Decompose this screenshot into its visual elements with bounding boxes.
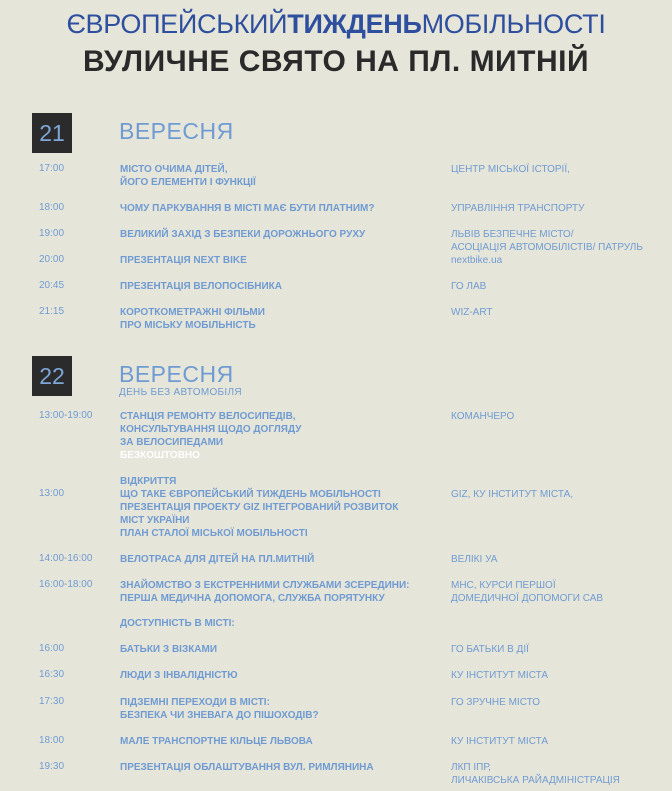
organizer-line: ЛКП ІПР, — [451, 762, 491, 773]
organizer-line: ЛЬВІВ БЕЗПЕЧНЕ МІСТО/ — [451, 229, 574, 240]
event-title-line: МАЛЕ ТРАНСПОРТНЕ КІЛЬЦЕ ЛЬВОВА — [120, 736, 313, 747]
event-title — [120, 410, 430, 462]
event-title — [120, 643, 430, 656]
event-title — [120, 579, 430, 605]
event-title — [120, 228, 430, 241]
event-title — [120, 280, 430, 293]
event-organizer — [451, 579, 666, 605]
event-organizer — [451, 553, 666, 566]
organizer-line: nextbike.ua — [451, 255, 503, 266]
event-title-line: ПІДЗЕМНІ ПЕРЕХОДИ В МІСТІ: — [120, 697, 270, 708]
event-organizer — [451, 643, 666, 656]
day-number-box: 22 — [32, 356, 72, 396]
event-organizer — [451, 761, 666, 787]
organizer-line: КУ ІНСТИТУТ МІСТА — [451, 670, 549, 681]
event-title-line: ЗНАЙОМСТВО З ЕКСТРЕННИМИ СЛУЖБАМИ ЗСЕРЕДИНИ: — [120, 580, 410, 591]
event-title-line: ЙОГО ЕЛЕМЕНТИ І ФУНКЦІЇ — [120, 177, 256, 188]
organizer-line: WIZ-ART — [451, 307, 493, 318]
organizer-line: ЛИЧАКІВСЬКА РАЙАДМІНІСТРАЦІЯ — [451, 775, 620, 786]
event-title — [120, 761, 430, 774]
event-title-line: ПРЕЗЕНТАЦІЯ ОБЛАШТУВАННЯ ВУЛ. РИМЛЯНИНА — [120, 762, 374, 773]
header-subtitle: ВУЛИЧНЕ СВЯТО НА ПЛ. МИТНІЙ — [82, 45, 590, 78]
event-time: 18:00 — [39, 202, 65, 213]
event-title-line: СТАНЦІЯ РЕМОНТУ ВЕЛОСИПЕДІВ, — [120, 411, 296, 422]
event-time: 21:15 — [39, 306, 65, 317]
event-title — [120, 735, 430, 748]
event-time: 19:00 — [39, 228, 65, 239]
event-organizer — [451, 735, 666, 748]
organizer-line: ГО БАТЬКИ В ДІЇ — [451, 644, 529, 655]
event-title-line: ПЛАН СТАЛОЇ МІСЬКОЇ МОБІЛЬНОСТІ — [120, 528, 308, 539]
event-organizer — [451, 228, 666, 254]
organizer-line: АСОЦІАЦІЯ АВТОМОБІЛІСТІВ/ ПАТРУЛЬ — [451, 242, 643, 253]
event-organizer — [451, 669, 666, 682]
event-title-line: МІСТ УКРАЇНИ — [120, 515, 190, 526]
event-title-line: КОНСУЛЬТУВАННЯ ЩОДО ДОГЛЯДУ — [120, 424, 302, 435]
event-title — [120, 617, 430, 630]
event-organizer — [451, 202, 666, 215]
event-title — [120, 163, 430, 189]
event-title-line: БАТЬКИ З ВІЗКАМИ — [120, 644, 218, 655]
event-organizer — [451, 163, 666, 176]
event-title-line: БЕЗПЕКА ЧИ ЗНЕВАГА ДО ПІШОХОДІВ? — [120, 710, 319, 721]
title-part: МОБІЛЬНОСТІ — [421, 9, 606, 39]
event-time: 13:00-19:00 — [39, 410, 93, 421]
organizer-line: GIZ, КУ ІНСТИТУТ МІСТА, — [451, 489, 574, 500]
event-organizer — [451, 696, 666, 709]
event-title-line: ДОСТУПНІСТЬ В МІСТІ: — [120, 618, 235, 629]
event-title — [120, 553, 430, 566]
event-title — [120, 202, 430, 215]
event-title-line: ПРЕЗЕНТАЦІЯ ПРОЕКТУ GIZ ІНТЕГРОВАНИЙ РОЗВИТОК — [120, 502, 399, 513]
event-organizer — [451, 306, 666, 319]
event-organizer — [451, 410, 666, 423]
event-title-line: ЛЮДИ З ІНВАЛІДНІСТЮ — [120, 670, 238, 681]
event-time: 13:00 — [39, 488, 65, 499]
organizer-line: ВЕЛІКІ УА — [451, 554, 498, 565]
event-title-line: КОРОТКОМЕТРАЖНІ ФІЛЬМИ — [120, 307, 265, 318]
event-time: 16:00 — [39, 643, 65, 654]
event-title-line: ПРО МІСЬКУ МОБІЛЬНІСТЬ — [120, 320, 256, 331]
event-time: 17:00 — [39, 163, 65, 174]
event-time: 20:45 — [39, 280, 65, 291]
event-title — [120, 475, 430, 540]
header-title — [0, 8, 672, 40]
title-part-bold: ТИЖДЕНЬ — [287, 9, 422, 39]
event-title-line: ВІДКРИТТЯ — [120, 476, 177, 487]
free-badge: БЕЗКОШТОВНО — [120, 450, 200, 461]
event-title — [120, 306, 430, 332]
event-time: 14:00-16:00 — [39, 553, 93, 564]
event-title-line: ВЕЛОТРАСА ДЛЯ ДІТЕЙ НА ПЛ.МИТНІЙ — [120, 554, 315, 565]
event-title-line: ЧОМУ ПАРКУВАННЯ В МІСТІ МАЄ БУТИ ПЛАТНИМ? — [120, 203, 375, 214]
title-part: ЄВРОПЕЙСЬКИЙ — [66, 9, 288, 39]
organizer-line: КУ ІНСТИТУТ МІСТА — [451, 736, 549, 747]
event-title-line: ЩО ТАКЕ ЄВРОПЕЙСЬКИЙ ТИЖДЕНЬ МОБІЛЬНОСТІ — [120, 489, 381, 500]
month-label: ВЕРЕСНЯ — [119, 118, 234, 144]
organizer-line: КОМАНЧЕРО — [451, 411, 515, 422]
day-number-box: 21 — [32, 113, 72, 153]
event-time: 17:30 — [39, 696, 65, 707]
organizer-line: УПРАВЛІННЯ ТРАНСПОРТУ — [451, 203, 585, 214]
event-time: 16:00-18:00 — [39, 579, 93, 590]
event-title — [120, 254, 430, 267]
organizer-line: МНС, КУРСИ ПЕРШОЇ — [451, 580, 556, 591]
event-time: 16:30 — [39, 669, 65, 680]
event-title — [120, 669, 430, 682]
day-subtitle: ДЕНЬ БЕЗ АВТОМОБІЛЯ — [119, 387, 242, 398]
event-title-line: ПРЕЗЕНТАЦІЯ ВЕЛОПОСІБНИКА — [120, 281, 283, 292]
event-title — [120, 696, 430, 722]
event-title-line: ЗА ВЕЛОСИПЕДАМИ — [120, 437, 224, 448]
month-label: ВЕРЕСНЯ — [119, 361, 234, 387]
event-title-line: ПЕРША МЕДИЧНА ДОПОМОГА, СЛУЖБА ПОРЯТУНКУ — [120, 593, 385, 604]
event-time: 19:30 — [39, 761, 65, 772]
event-title-line: ПРЕЗЕНТАЦІЯ NEXT BIKE — [120, 255, 247, 266]
event-organizer — [451, 488, 666, 501]
event-title-line: МІСТО ОЧИМА ДІТЕЙ, — [120, 164, 228, 175]
organizer-line: ДОМЕДИЧНОЇ ДОПОМОГИ САВ — [451, 593, 604, 604]
organizer-line: ГО ЛАВ — [451, 281, 487, 292]
event-time: 18:00 — [39, 735, 65, 746]
event-time: 20:00 — [39, 254, 65, 265]
event-organizer — [451, 254, 666, 267]
event-title-line: ВЕЛИКИЙ ЗАХІД З БЕЗПЕКИ ДОРОЖНЬОГО РУХУ — [120, 229, 366, 240]
organizer-line: ГО ЗРУЧНЕ МІСТО — [451, 697, 541, 708]
header — [0, 0, 672, 80]
organizer-line: ЦЕНТР МІСЬКОЇ ІСТОРІЇ, — [451, 164, 570, 175]
event-organizer — [451, 280, 666, 293]
